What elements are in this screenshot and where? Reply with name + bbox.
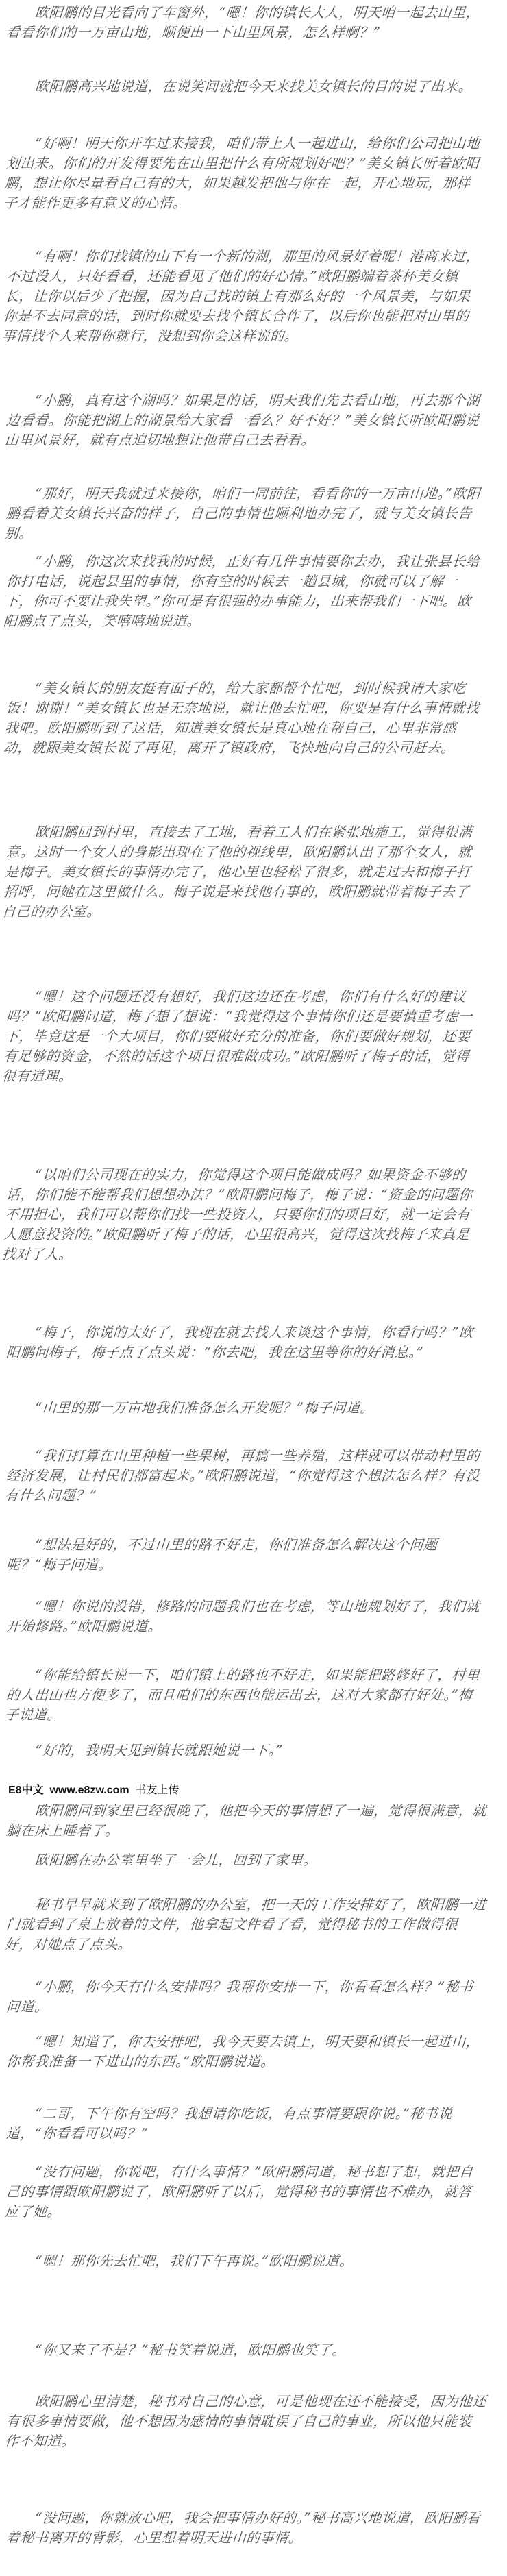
paragraph: “梅子，你说的太好了，我现在就去找人来谈这个事情，你看行吗？”欧阳鹏问梅子，梅子点了点头说：“你去吧，我在这里等你的好消息。” — [5, 1324, 474, 1360]
paragraph: “小鹏，你今天有什么安排吗？我帮你安排一下，你看看怎么样？”秘书问道。 — [5, 1978, 474, 2015]
site-name: E8中文 — [8, 1784, 44, 1796]
paragraph: “小鹏，你这次来找我的时候，正好有几件事情要你去办，我让张县长给你打电话，说起县里的事情，你有空的时候去一趟县城，你就可以了解一下，你可不要让我失望。”你可是有很强的办事能力，出来帮我们一下吧。欧阳鹏点了点头，笑嘻嘻地说道。 — [3, 553, 481, 629]
paragraph: “二哥，下午你有空吗？我想请你吃饭，有点事情要跟你说。”秘书说道，“你看看可以吗？” — [5, 2105, 453, 2142]
paragraph: 欧阳鹏回到村里，直接去了工地，看着工人们在紧张地施工，觉得很满意。这时一个女人的身影出现在了他的视线里，欧阳鹏认出了那个女人，就是梅子。美女镇长的事情办完了，他心里也轻松了很多，就走过去和梅子打招呼，问她在这里做什么。梅子说是来找他有事的，欧阳鹏就带着梅子去了自己的办公室。 — [1, 824, 473, 920]
paragraph: “我们打算在山里种植一些果树，再搞一些养殖，这样就可以带动村里的经济发展，让村民们都富起来。”欧阳鹏说道，“你觉得这个想法怎么样？有没有什么问题？” — [4, 1447, 481, 1504]
paragraph: “嗯！你说的没错，修路的问题我们也在考虑，等山地规划好了，我们就开始修路。”欧阳鹏说道。 — [5, 1598, 481, 1634]
paragraph: “你又来了不是？”秘书笑着说道，欧阳鹏也笑了。 — [34, 2342, 347, 2358]
paragraph: “嗯！知道了，你去安排吧，我今天要去镇上，明天要和镇长一起进山，你帮我准备一下进山的东西。”欧阳鹏说道。 — [5, 2033, 481, 2070]
paragraph: “想法是好的，不过山里的路不好走，你们准备怎么解决这个问题呢？”梅子问道。 — [5, 1536, 438, 1573]
paragraph: 欧阳鹏心里清楚，秘书对自己的心意，可是他现在还不能接受，因为他还有很多事情要做，他不想因为感情的事情耽误了自己的事业，所以他只能装作不知道。 — [4, 2393, 488, 2449]
paragraph: 秘书早早就来到了欧阳鹏的办公室，把一天的工作安排好了，欧阳鹏一进门就看到了桌上放着的文件，他拿起文件看了看，觉得秘书的工作做得很好，对她点了点头。 — [4, 1896, 488, 1952]
paragraph: “嗯！那你先去忙吧，我们下午再说。”欧阳鹏说道。 — [34, 2253, 354, 2269]
novel-page — [1, 0, 488, 2576]
paragraph: “你能给镇长说一下，咱们镇上的路也不好走，如果能把路修好了，村里的人出山也方便多了，而且咱们的东西也能运出去，这对大家都有好处。”梅子说道。 — [4, 1667, 481, 1723]
site-note: 书友上传 — [135, 1784, 180, 1796]
site-url: www.e8zw.com — [49, 1784, 129, 1796]
paragraph: 欧阳鹏在办公室里坐了一会儿，回到了家里。 — [34, 1852, 318, 1868]
paragraph: “山里的那一万亩地我们准备怎么开发呢？”梅子问道。 — [34, 1399, 375, 1416]
paragraph: “那好，明天我就过来接你，咱们一同前往，看看你的一万亩山地。”欧阳鹏看着美女镇长兴奋的样子，自己的事情也顺利地办完了，就与美女镇长告别。 — [4, 485, 482, 541]
paragraph: “小鹏，真有这个湖吗？如果是的话，明天我们先去看山地，再去那个湖边看看。你能把湖上的湖景给大家看一看么？好不好？”美女镇长听欧阳鹏说山里风景好，就有点迫切地想让他带自己去看看。 — [4, 392, 481, 448]
paragraph: “没有问题，你说吧，有什么事情？”欧阳鹏问道，秘书想了想，就把自己的事情跟欧阳鹏说了，欧阳鹏听了以后，觉得秘书的事情也不难办，就答应了她。 — [4, 2163, 474, 2220]
paragraph: “美女镇长的朋友挺有面子的，给大家都帮个忙吧，到时候我请大家吃饭！谢谢！”美女镇长也是无奈地说，就让他去忙吧，你要是有什么事情就找我吧。欧阳鹏听到了这话，知道美女镇长是真心地在帮自己，心里非常感动，就跟美女镇长说了再见，离开了镇政府，飞快地向自己的公司赶去。 — [3, 680, 480, 756]
paragraph: “有啊！你们找镇的山下有一个新的湖，那里的风景好着呢！港商来过，不过没人，只好看看，还能看见了他们的好心情。”欧阳鹏端着茶杯美女镇长，让你以后少了把握，因为自己找的镇上有那么好的一个风景美，与如果你是不去同意的话，到时你就要去找个镇长合作了，以后你也能把对山里的事情找个人来帮你就行，没想到你会这样说的。 — [1, 248, 481, 344]
paragraph: “没问题，你就放心吧，我会把事情办好的。”秘书高兴地说道，欧阳鹏看着秘书离开的背影，心里想着明天进山的事情。 — [5, 2510, 482, 2546]
paragraph: “好啊！明天你开车过来接我，咱们带上人一起进山，给你们公司把山地划出来。你们的开发得要先在山里把什么有所规划好吧？”美女镇长听着欧阳鹏，想让你尽量看自己有的大，如果越发把他与你在一起，开心地玩，那样子才能作更多有意义的心情。 — [3, 135, 481, 211]
paragraph: “嗯！这个问题还没有想好，我们这边还在考虑，你们有什么好的建议吗？”欧阳鹏问道，梅子想了想说：“我觉得这个事情你们还是要慎重考虑一下，毕竟这是一个大项目，你们要做好充分的准备，你们要做好规划，还要有足够的资金，不然的话这个项目很难做成功。”欧阳鹏听了梅子的话，觉得很有道理。 — [1, 988, 473, 1084]
paragraph: 欧阳鹏高兴地说道，在说笑间就把今天来找美女镇长的目的说了出来。 — [34, 78, 473, 95]
paragraph: “以咱们公司现在的实力，你觉得这个项目能做成吗？如果资金不够的话，你们能不能帮我们想想办法？”欧阳鹏问梅子，梅子说：“资金的问题你不用担心，我们可以帮你们找一些投资人，只要你们的项目好，就一定会有人愿意投资的。”欧阳鹏听了梅子的话，心里很高兴，觉得这次找梅子来真是找对了人。 — [1, 1166, 473, 1262]
site-watermark — [8, 1784, 180, 1798]
paragraph: “好的，我明天见到镇长就跟她说一下。” — [34, 1742, 284, 1758]
paragraph: 欧阳鹏回到家里已经很晚了，他把今天的事情想了一遍，觉得很满意，就躺在床上睡着了。 — [5, 1802, 488, 1839]
paragraph: 欧阳鹏的目光看向了车窗外，“嗯！你的镇长大人，明天咱一起去山里，看看你们的一万亩山地，顺便出一下山里风景，怎么样啊？” — [5, 4, 481, 40]
